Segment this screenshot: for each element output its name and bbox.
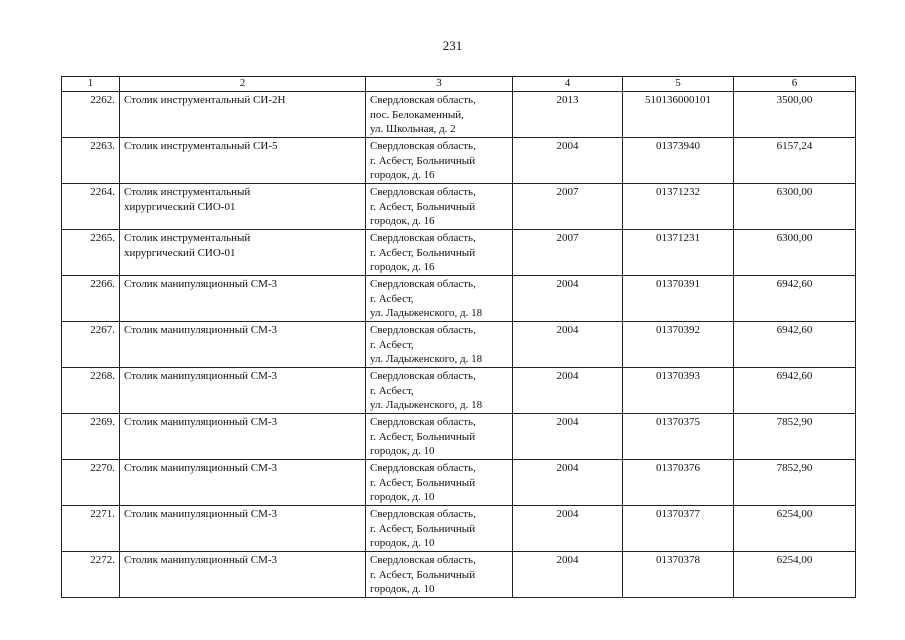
item-name-line: Столик манипуляционный СМ-3 bbox=[124, 370, 278, 382]
item-address-line: Свердловская область, bbox=[370, 416, 476, 428]
item-address-line: пос. Белокаменный, bbox=[370, 108, 464, 121]
item-address-line: г. Асбест, bbox=[370, 292, 414, 305]
item-year: 2004 bbox=[513, 414, 623, 460]
row-number: 2271. bbox=[62, 506, 120, 552]
item-name bbox=[120, 138, 366, 184]
item-address-line: г. Асбест, Больничный bbox=[370, 476, 476, 489]
item-address-line: городок, д. 10 bbox=[370, 445, 435, 457]
page-number: 231 bbox=[442, 38, 463, 53]
row-number: 2266. bbox=[62, 276, 120, 322]
column-header-2: 2 bbox=[120, 77, 366, 92]
item-address bbox=[366, 460, 513, 506]
item-address-line: Свердловская область, bbox=[370, 370, 476, 382]
item-name-line: Столик манипуляционный СМ-3 bbox=[124, 508, 278, 520]
item-inventory-number: 01370392 bbox=[623, 322, 734, 368]
column-header-6: 6 bbox=[734, 77, 856, 92]
row-number: 2265. bbox=[62, 230, 120, 276]
item-name-line: Столик инструментальный bbox=[124, 232, 251, 244]
item-year: 2007 bbox=[513, 184, 623, 230]
item-name-line: Столик манипуляционный СМ-3 bbox=[124, 554, 278, 566]
item-address bbox=[366, 414, 513, 460]
table-row bbox=[62, 92, 856, 138]
item-name-line: Столик манипуляционный СМ-3 bbox=[124, 462, 278, 474]
item-address bbox=[366, 368, 513, 414]
item-name bbox=[120, 230, 366, 276]
item-year: 2004 bbox=[513, 552, 623, 598]
item-inventory-number: 01373940 bbox=[623, 138, 734, 184]
item-address-line: ул. Школьная, д. 2 bbox=[370, 123, 456, 135]
table-row bbox=[62, 460, 856, 506]
item-name-line: Столик манипуляционный СМ-3 bbox=[124, 416, 278, 428]
item-name bbox=[120, 92, 366, 138]
item-address-line: городок, д. 16 bbox=[370, 261, 435, 273]
item-name-line: Столик инструментальный bbox=[124, 186, 251, 198]
item-year: 2004 bbox=[513, 506, 623, 552]
item-address-line: Свердловская область, bbox=[370, 278, 476, 290]
item-address bbox=[366, 552, 513, 598]
item-inventory-number: 01370377 bbox=[623, 506, 734, 552]
item-address bbox=[366, 322, 513, 368]
item-cost: 6254,00 bbox=[734, 506, 856, 552]
row-number: 2268. bbox=[62, 368, 120, 414]
table-row bbox=[62, 414, 856, 460]
item-address-line: ул. Ладыженского, д. 18 bbox=[370, 307, 483, 319]
table-row bbox=[62, 506, 856, 552]
item-address-line: Свердловская область, bbox=[370, 554, 476, 566]
item-year: 2004 bbox=[513, 138, 623, 184]
item-year: 2013 bbox=[513, 92, 623, 138]
table-body bbox=[62, 77, 856, 598]
item-name-line: Столик инструментальный СИ-5 bbox=[124, 140, 278, 152]
item-address bbox=[366, 184, 513, 230]
item-address-line: Свердловская область, bbox=[370, 140, 476, 152]
column-number-row bbox=[62, 77, 856, 92]
item-inventory-number: 01370391 bbox=[623, 276, 734, 322]
item-year: 2004 bbox=[513, 368, 623, 414]
item-inventory-number: 01370378 bbox=[623, 552, 734, 598]
item-address-line: городок, д. 16 bbox=[370, 169, 435, 181]
item-address-line: Свердловская область, bbox=[370, 186, 476, 198]
item-address-line: г. Асбест, bbox=[370, 338, 414, 351]
table-row bbox=[62, 184, 856, 230]
table-row bbox=[62, 368, 856, 414]
table-row bbox=[62, 276, 856, 322]
item-cost: 7852,90 bbox=[734, 460, 856, 506]
item-address-line: г. Асбест, bbox=[370, 384, 414, 397]
item-name-line: Столик манипуляционный СМ-3 bbox=[124, 324, 278, 336]
item-address-line: городок, д. 10 bbox=[370, 491, 435, 503]
row-number: 2267. bbox=[62, 322, 120, 368]
item-address-line: Свердловская область, bbox=[370, 232, 476, 244]
item-inventory-number: 510136000101 bbox=[623, 92, 734, 138]
item-name bbox=[120, 184, 366, 230]
item-address-line: ул. Ладыженского, д. 18 bbox=[370, 353, 483, 365]
item-name-line: хирургический СИО-01 bbox=[124, 246, 236, 259]
item-address-line: г. Асбест, Больничный bbox=[370, 200, 476, 213]
item-cost: 6942,60 bbox=[734, 276, 856, 322]
column-header-5: 5 bbox=[623, 77, 734, 92]
item-cost: 6300,00 bbox=[734, 184, 856, 230]
item-address bbox=[366, 276, 513, 322]
item-cost: 6300,00 bbox=[734, 230, 856, 276]
item-address-line: городок, д. 10 bbox=[370, 583, 435, 595]
item-inventory-number: 01370376 bbox=[623, 460, 734, 506]
item-name bbox=[120, 506, 366, 552]
row-number: 2263. bbox=[62, 138, 120, 184]
row-number: 2262. bbox=[62, 92, 120, 138]
item-address-line: городок, д. 10 bbox=[370, 537, 435, 549]
row-number: 2269. bbox=[62, 414, 120, 460]
item-address-line: г. Асбест, Больничный bbox=[370, 246, 476, 259]
item-name bbox=[120, 368, 366, 414]
property-register-table bbox=[61, 76, 856, 598]
item-cost: 6942,60 bbox=[734, 368, 856, 414]
item-address-line: г. Асбест, Больничный bbox=[370, 154, 476, 167]
item-year: 2007 bbox=[513, 230, 623, 276]
item-name-line: Столик манипуляционный СМ-3 bbox=[124, 278, 278, 290]
item-year: 2004 bbox=[513, 322, 623, 368]
item-name bbox=[120, 552, 366, 598]
item-address-line: Свердловская область, bbox=[370, 508, 476, 520]
item-address bbox=[366, 506, 513, 552]
item-name-line: Столик инструментальный СИ-2Н bbox=[124, 94, 286, 106]
item-inventory-number: 01371232 bbox=[623, 184, 734, 230]
item-address-line: городок, д. 16 bbox=[370, 215, 435, 227]
column-header-4: 4 bbox=[513, 77, 623, 92]
item-name-line: хирургический СИО-01 bbox=[124, 200, 236, 213]
item-address-line: ул. Ладыженского, д. 18 bbox=[370, 399, 483, 411]
column-header-1: 1 bbox=[62, 77, 120, 92]
item-year: 2004 bbox=[513, 276, 623, 322]
item-cost: 6942,60 bbox=[734, 322, 856, 368]
item-address bbox=[366, 138, 513, 184]
column-header-3: 3 bbox=[366, 77, 513, 92]
item-name bbox=[120, 322, 366, 368]
item-address bbox=[366, 92, 513, 138]
item-cost: 7852,90 bbox=[734, 414, 856, 460]
item-address bbox=[366, 230, 513, 276]
table-row bbox=[62, 138, 856, 184]
row-number: 2272. bbox=[62, 552, 120, 598]
item-address-line: Свердловская область, bbox=[370, 324, 476, 336]
table-row bbox=[62, 552, 856, 598]
row-number: 2264. bbox=[62, 184, 120, 230]
item-address-line: г. Асбест, Больничный bbox=[370, 522, 476, 535]
item-inventory-number: 01370393 bbox=[623, 368, 734, 414]
item-name bbox=[120, 276, 366, 322]
row-number: 2270. bbox=[62, 460, 120, 506]
item-address-line: г. Асбест, Больничный bbox=[370, 430, 476, 443]
table-row bbox=[62, 322, 856, 368]
item-address-line: Свердловская область, bbox=[370, 462, 476, 474]
item-address-line: г. Асбест, Больничный bbox=[370, 568, 476, 581]
item-address-line: Свердловская область, bbox=[370, 94, 476, 106]
item-inventory-number: 01371231 bbox=[623, 230, 734, 276]
item-inventory-number: 01370375 bbox=[623, 414, 734, 460]
item-cost: 6157,24 bbox=[734, 138, 856, 184]
item-name bbox=[120, 460, 366, 506]
table-row bbox=[62, 230, 856, 276]
item-cost: 6254,00 bbox=[734, 552, 856, 598]
item-year: 2004 bbox=[513, 460, 623, 506]
item-name bbox=[120, 414, 366, 460]
item-cost: 3500,00 bbox=[734, 92, 856, 138]
